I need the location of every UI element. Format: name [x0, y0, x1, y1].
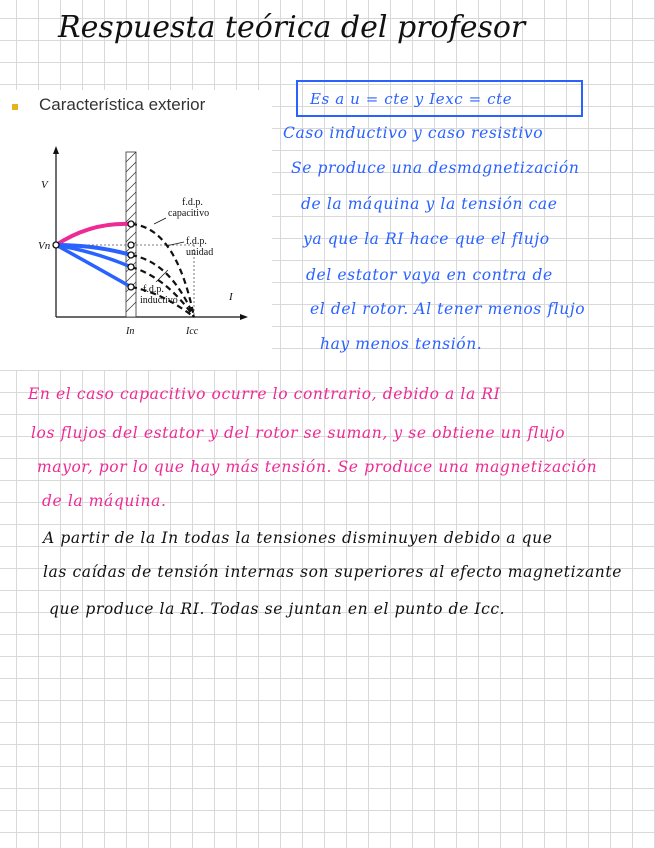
capacitive-curve — [56, 224, 131, 245]
blue-note-line: del estator vaya en contra de — [306, 266, 553, 284]
inductive-label-line1: f.d.p. — [143, 284, 164, 295]
bullet-icon — [12, 104, 18, 110]
vn-marker — [53, 242, 59, 248]
in-vn-marker — [128, 242, 134, 248]
pink-note-line: En el caso capacitivo ocurre lo contrario, debido a la RI — [28, 385, 501, 403]
external-characteristic-diagram — [36, 142, 266, 342]
axis-i-label: I — [229, 291, 233, 303]
slide-heading: Característica exterior — [39, 95, 206, 114]
tick-in-label: In — [126, 326, 135, 337]
capacitive-label-line1: f.d.p. — [182, 197, 203, 208]
condition-box: Es a u = cte y Iexc = cte — [296, 80, 583, 117]
capacitive-label-line2: capacitivo — [168, 208, 210, 219]
capacitive-marker — [128, 221, 134, 227]
black-note-line: que produce la RI. Todas se juntan en el punto de Icc. — [49, 600, 506, 618]
pink-note-line: mayor, por lo que hay más tensión. Se produce una magnetización — [37, 458, 598, 476]
black-note-line: las caídas de tensión internas son superiores al efecto magnetizante — [43, 563, 622, 581]
blue-note-line: Se produce una desmagnetización — [291, 159, 580, 177]
blue-note-line: hay menos tensión. — [320, 335, 483, 353]
blue-note-line: Caso inductivo y caso resistivo — [283, 124, 544, 142]
slide-image — [0, 90, 272, 370]
blue-note-line: el del rotor. Al tener menos flujo — [310, 300, 586, 318]
unity-label-line1: f.d.p. — [186, 236, 207, 247]
tick-icc-label: Icc — [186, 326, 199, 337]
black-note-line: A partir de la In todas la tensiones disminuyen debido a que — [43, 529, 553, 547]
unity-label-line2: unidad — [186, 247, 214, 258]
axis-v-label: V — [41, 179, 48, 191]
pink-note-line: de la máquina. — [42, 492, 167, 510]
blue-note-line: ya que la RI hace que el flujo — [303, 230, 550, 248]
v-axis-arrow — [53, 146, 59, 154]
inductive-marker-b — [128, 284, 134, 290]
inductive-label-line2: inductivo — [140, 295, 178, 306]
unity-marker — [128, 252, 134, 258]
page-title: Respuesta teórica del profesor — [58, 10, 526, 45]
axis-vn-label: Vn — [38, 240, 51, 252]
pink-note-line: los flujos del estator y del rotor se suman, y se obtiene un flujo — [31, 424, 566, 442]
blue-note-line: de la máquina y la tensión cae — [301, 195, 558, 213]
i-axis-arrow — [240, 314, 248, 320]
inductive-marker-a — [128, 264, 134, 270]
